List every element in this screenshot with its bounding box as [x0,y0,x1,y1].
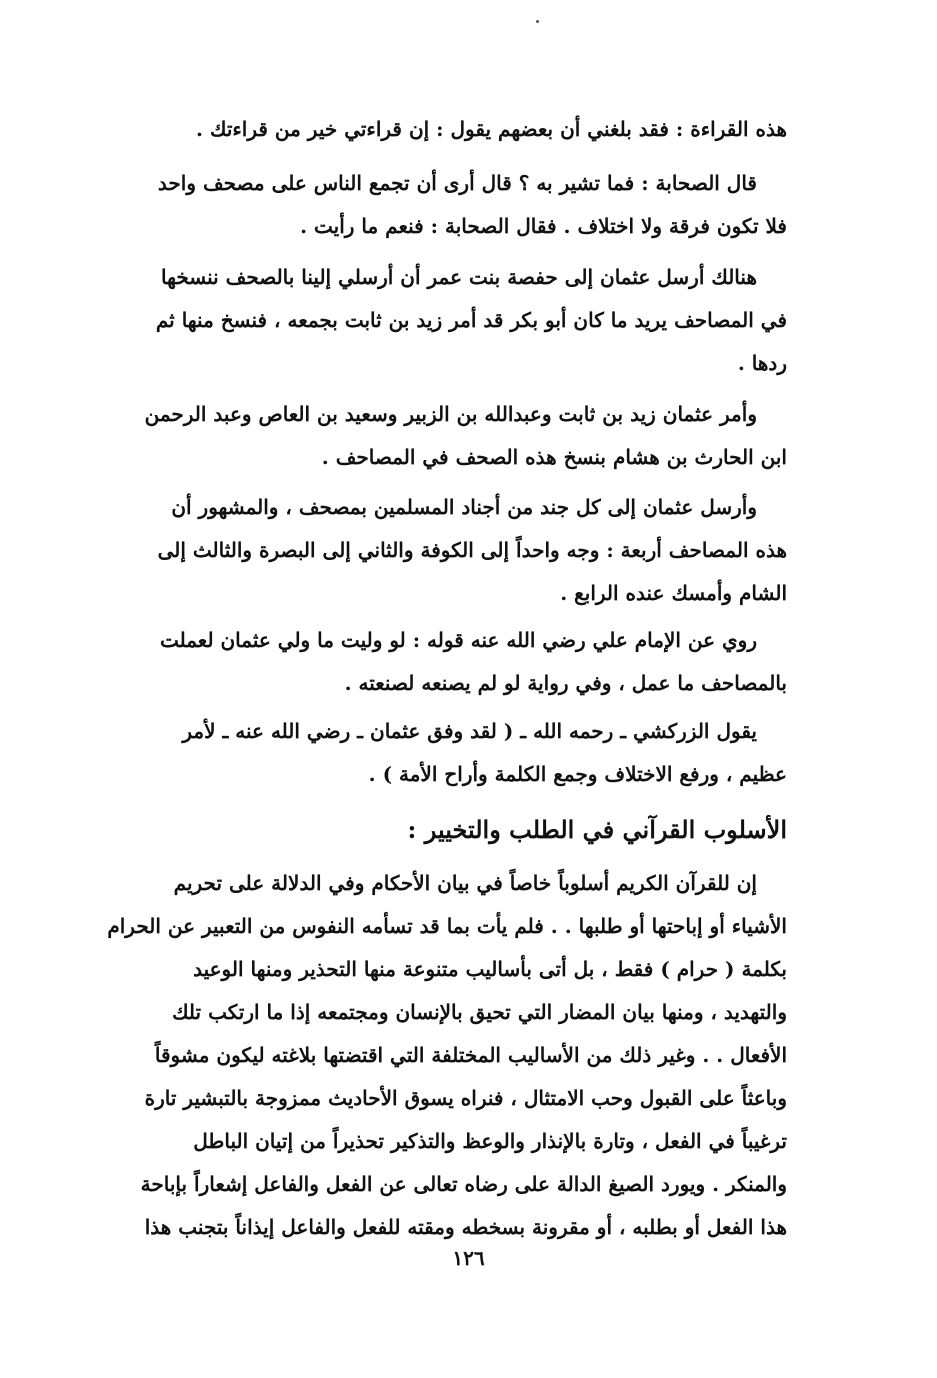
text-line: الشام وأمسك عنده الرابع . [560,581,787,605]
text-line: والمنكر . ويورد الصيغ الدالة على رضاه تعالى عن الفعل والفاعل إشعاراً بإباحة [140,1172,787,1196]
text-line: في المصاحف يريد ما كان أبو بكر قد أمر زيد بن ثابت بجمعه ، فنسخ منها ثم [155,308,787,332]
text-line: يقول الزركشي ـ رحمه الله ـ ( لقد وفق عثمان ـ رضي الله عنه ـ لأمر [182,719,757,743]
paragraph-7 [87,710,787,796]
paragraph-4 [87,393,787,479]
text-line: فلا تكون فرقة ولا اختلاف . فقال الصحابة : فنعم ما رأيت . [300,214,787,238]
text-line: ردها . [737,351,787,375]
section-heading: الأسلوب القرآني في الطلب والتخيير : [407,815,787,844]
text-line: إن للقرآن الكريم أسلوباً خاصاً في بيان الأحكام وفي الدلالة على تحريم [173,871,757,895]
page-number: ١٢٦ [452,1246,485,1270]
paragraph-2 [87,162,787,248]
section-paragraph [87,862,787,1249]
text-line: بالمصاحف ما عمل ، وفي رواية لو لم يصنعه لصنعته . [344,671,787,695]
text-line: ترغيباً في الفعل ، وتارة بالإنذار والوعظ والتذكير تحذيراً من إتيان الباطل [193,1129,787,1153]
text-line: وأرسل عثمان إلى كل جند من أجناد المسلمين بمصحف ، والمشهور أن [171,495,757,519]
paragraph-3 [87,256,787,385]
text-line: هذه المصاحف أربعة : وجه واحداً إلى الكوفة والثاني إلى البصرة والثالث إلى [157,538,787,562]
text-line: هذه القراءة : فقد بلغني أن بعضهم يقول : إن قراءتي خير من قراءتك . [196,117,787,141]
text-line: ابن الحارث بن هشام بنسخ هذه الصحف في المصاحف . [321,445,787,469]
text-line: قال الصحابة : فما تشير به ؟ قال أرى أن تجمع الناس على مصحف واحد [157,171,757,195]
text-line: الأشياء أو إباحتها أو طلبها . . فلم يأت بما قد تسأمه النفوس من التعبير عن الحرام [107,914,787,938]
text-line: عظيم ، ورفع الاختلاف وجمع الكلمة وأراح الأمة ) . [368,762,787,786]
paragraph-1 [87,108,787,151]
text-line: والتهديد ، ومنها بيان المضار التي تحيق بالإنسان ومجتمعه إذا ما ارتكب تلك [172,1000,787,1024]
paragraph-5 [87,486,787,615]
text-line: هنالك أرسل عثمان إلى حفصة بنت عمر أن أرسلي إلينا بالصحف ننسخها [161,265,757,289]
text-line: وأمر عثمان زيد بن ثابت وعبدالله بن الزبير وسعيد بن العاص وعبد الرحمن [144,402,757,426]
text-line: الأفعال . . وغير ذلك من الأساليب المختلفة التي اقتضتها بلاغته ليكون مشوقاً [154,1043,787,1067]
paragraph-6 [87,619,787,705]
text-line: وباعثاً على القبول وحب الامتثال ، فنراه يسوق الأحاديث ممزوجة بالتبشير تارة [144,1086,787,1110]
text-line: بكلمة ( حرام ) فقط ، بل أتى بأساليب متنوعة منها التحذير ومنها الوعيد [193,957,787,981]
text-line: هذا الفعل أو بطلبه ، أو مقرونة بسخطه ومقته للفعل والفاعل إيذاناً بتجنب هذا [144,1215,787,1239]
text-line: روي عن الإمام علي رضي الله عنه قوله : لو وليت ما ولي عثمان لعملت [159,628,757,652]
scan-speck [536,20,539,23]
